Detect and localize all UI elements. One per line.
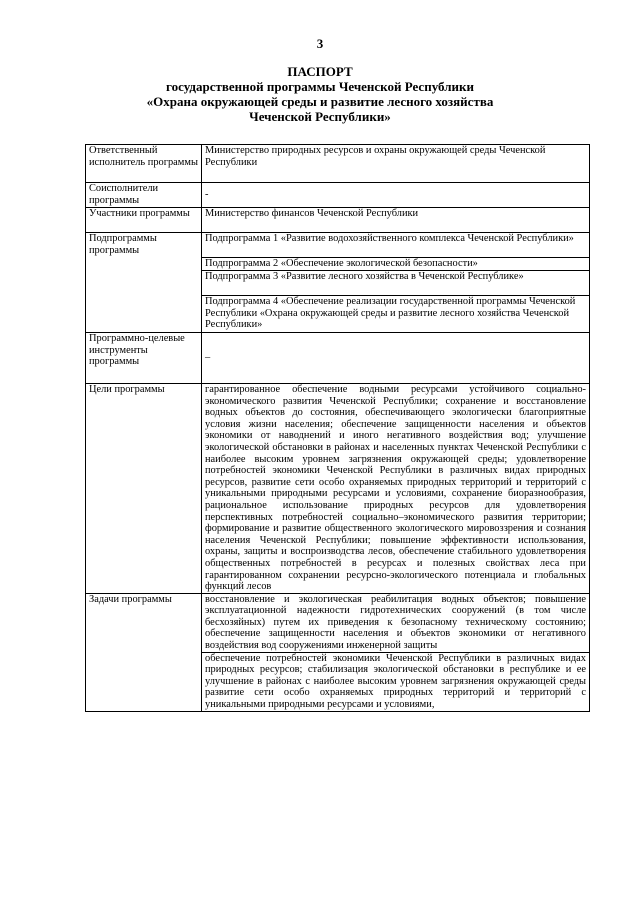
subprogram-item: Подпрограмма 3 «Развитие лесного хозяйства в Чеченской Республике» (202, 271, 590, 296)
value-participants: Министерство финансов Чеченской Республики (202, 208, 590, 233)
label-goals: Цели программы (86, 384, 202, 594)
subprogram-item: Подпрограмма 4 «Обеспечение реализации государственной программы Чеченской Республики «Охрана окружающей среды и развитие лесного хозяйства Чеченской Республики» (202, 296, 590, 333)
value-coexecutors: - (202, 183, 590, 208)
value-goals: гарантированное обеспечение водными ресурсами устойчивого социально-экономического развития Чеченской Республики; сохранение и восстановление водных объектов до состояния, обеспечивающего экологически благоприятные условия жизни населения; обеспечение защищенности населения и объектов экономики от наводнений и иного негативного воздействия вод; улучшение экологической обстановки в районах и населенных пунктах Чеченской Республики с наиболее высоким уровнем загрязнения окружающей среды; удовлетворение потребностей экономики Чеченской Республики в различных видах природных ресурсов, развитие сети особо охраняемых природных территорий и территорий с уникальными природными ресурсами и условиями, сохранение биоразнообразия, рациональное использование природных ресурсов для удовлетворения перспективных потребностей социально–экономического развития территории; формирование и развитие общественного экологического мировоззрения и сознания населения Чеченской Республики; повышение эффективности использования, охраны, защиты и воспроизводства лесов, обеспечение стабильного удовлетворения общественных потребностей в ресурсах и полезных свойствах леса при гарантированном сохранении ресурсно-экологического потенциала и глобальных функций лесов (202, 384, 590, 594)
subprogram-item: Подпрограмма 1 «Развитие водохозяйственного комплекса Чеченской Республики» (202, 233, 590, 258)
value-responsible: Министерство природных ресурсов и охраны окружающей среды Чеченской Республики (202, 145, 590, 183)
row-goals (86, 384, 590, 594)
label-tasks: Задачи программы (86, 593, 202, 711)
label-responsible: Ответственный исполнитель программы (86, 145, 202, 183)
task-item: обеспечение потребностей экономики Чеченской Республики в различных видах природных ресурсов; стабилизация экологической обстановки в республике и ее улучшение в районах с наиболее высоким уровнем загрязнения окружающей среды развитие сети особо охраняемых природных территорий и территорий с уникальными природными ресурсами и условиями, (202, 652, 590, 711)
row-tasks-1 (86, 593, 590, 652)
label-subprograms: Подпрограммы программы (86, 233, 202, 333)
row-coexecutors (86, 183, 590, 208)
row-participants (86, 208, 590, 233)
title-line-3: «Охрана окружающей среды и развитие лесного хозяйства (146, 94, 494, 109)
passport-table (85, 144, 590, 712)
title-line-4: Чеченской Республики» (249, 109, 391, 124)
value-instruments: – (202, 333, 590, 384)
label-coexecutors: Соисполнители программы (86, 183, 202, 208)
title-line-2: государственной программы Чеченской Республики (166, 79, 474, 94)
subprogram-item: Подпрограмма 2 «Обеспечение экологической безопасности» (202, 258, 590, 271)
title-line-1: ПАСПОРТ (287, 64, 353, 79)
document-title (0, 64, 640, 124)
label-participants: Участники программы (86, 208, 202, 233)
task-item: восстановление и экологическая реабилитация водных объектов; повышение эксплуатационной надежности гидротехнических сооружений (в том числе бесхозяйных) путем их приведения к безопасному техническому состоянию; обеспечение защищенности населения и объектов экономики от негативного воздействия вод сооружениями инженерной защиты (202, 593, 590, 652)
row-subprogram-1 (86, 233, 590, 258)
row-responsible (86, 145, 590, 183)
label-instruments: Программно-целевые инструменты программы (86, 333, 202, 384)
row-instruments (86, 333, 590, 384)
page-number: 3 (316, 36, 324, 51)
